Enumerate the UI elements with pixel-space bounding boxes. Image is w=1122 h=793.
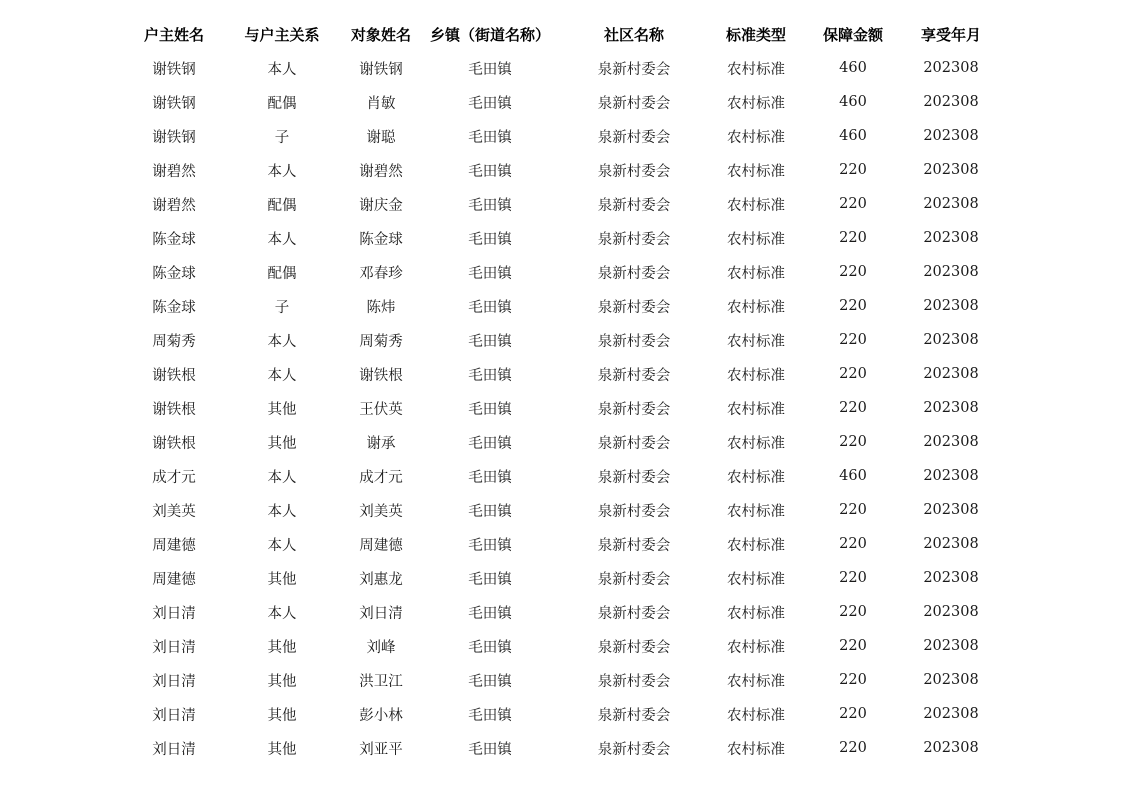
cell-household-head-name: 刘日清 (152, 707, 196, 724)
cell-month: 202308 (923, 740, 979, 756)
table-header-row (126, 17, 1000, 51)
cell-month: 202308 (923, 60, 979, 76)
table-row (126, 629, 1000, 663)
cell-month: 202308 (923, 94, 979, 110)
cell-standard-type: 农村标准 (727, 265, 785, 282)
cell-standard-type: 农村标准 (727, 639, 785, 656)
cell-community: 泉新村委会 (597, 95, 671, 112)
cell-month: 202308 (923, 128, 979, 144)
cell-beneficiary-name: 周菊秀 (359, 333, 403, 350)
table-row (126, 357, 1000, 391)
cell-beneficiary-name: 谢铁钢 (359, 61, 403, 78)
cell-relationship: 本人 (267, 605, 297, 622)
cell-township: 毛田镇 (468, 197, 512, 214)
table-row (126, 561, 1000, 595)
cell-amount: 220 (839, 672, 867, 688)
cell-township: 毛田镇 (468, 605, 512, 622)
cell-relationship: 配偶 (267, 197, 297, 214)
header-beneficiary-name: 对象姓名 (350, 25, 411, 44)
cell-amount: 220 (839, 196, 867, 212)
cell-month: 202308 (923, 196, 979, 212)
cell-standard-type: 农村标准 (727, 299, 785, 316)
cell-household-head-name: 刘日清 (152, 605, 196, 622)
cell-relationship: 其他 (267, 435, 297, 452)
cell-community: 泉新村委会 (597, 707, 671, 724)
cell-standard-type: 农村标准 (727, 707, 785, 724)
table-row (126, 85, 1000, 119)
cell-standard-type: 农村标准 (727, 605, 785, 622)
cell-relationship: 子 (274, 299, 290, 316)
cell-township: 毛田镇 (468, 95, 512, 112)
table-row (126, 153, 1000, 187)
cell-community: 泉新村委会 (597, 503, 671, 520)
cell-relationship: 其他 (267, 741, 297, 758)
cell-township: 毛田镇 (468, 537, 512, 554)
cell-standard-type: 农村标准 (727, 367, 785, 384)
cell-beneficiary-name: 谢庆金 (359, 197, 403, 214)
table-row (126, 493, 1000, 527)
cell-township: 毛田镇 (468, 673, 512, 690)
cell-month: 202308 (923, 536, 979, 552)
table-row (126, 697, 1000, 731)
cell-household-head-name: 谢铁钢 (152, 129, 196, 146)
cell-standard-type: 农村标准 (727, 435, 785, 452)
cell-month: 202308 (923, 230, 979, 246)
table-row (126, 527, 1000, 561)
cell-beneficiary-name: 刘峰 (366, 639, 396, 656)
cell-township: 毛田镇 (468, 333, 512, 350)
cell-amount: 220 (839, 298, 867, 314)
cell-community: 泉新村委会 (597, 299, 671, 316)
cell-township: 毛田镇 (468, 639, 512, 656)
cell-month: 202308 (923, 434, 979, 450)
cell-amount: 220 (839, 162, 867, 178)
table-row (126, 595, 1000, 629)
header-community: 社区名称 (603, 25, 664, 44)
cell-amount: 460 (839, 60, 867, 76)
cell-standard-type: 农村标准 (727, 571, 785, 588)
cell-month: 202308 (923, 162, 979, 178)
table-body (126, 51, 1000, 765)
cell-amount: 220 (839, 570, 867, 586)
cell-relationship: 本人 (267, 469, 297, 486)
cell-standard-type: 农村标准 (727, 469, 785, 486)
cell-community: 泉新村委会 (597, 605, 671, 622)
cell-standard-type: 农村标准 (727, 333, 785, 350)
cell-community: 泉新村委会 (597, 401, 671, 418)
cell-month: 202308 (923, 366, 979, 382)
table-row (126, 187, 1000, 221)
cell-beneficiary-name: 谢铁根 (359, 367, 403, 384)
table-row (126, 289, 1000, 323)
cell-amount: 460 (839, 94, 867, 110)
table-row (126, 119, 1000, 153)
cell-amount: 220 (839, 502, 867, 518)
cell-relationship: 本人 (267, 503, 297, 520)
cell-relationship: 其他 (267, 707, 297, 724)
cell-beneficiary-name: 陈金球 (359, 231, 403, 248)
cell-township: 毛田镇 (468, 469, 512, 486)
cell-household-head-name: 陈金球 (152, 265, 196, 282)
cell-relationship: 本人 (267, 61, 297, 78)
cell-standard-type: 农村标准 (727, 673, 785, 690)
cell-household-head-name: 成才元 (152, 469, 196, 486)
cell-amount: 460 (839, 468, 867, 484)
cell-relationship: 其他 (267, 571, 297, 588)
table-row (126, 51, 1000, 85)
header-standard-type: 标准类型 (725, 25, 786, 44)
cell-community: 泉新村委会 (597, 741, 671, 758)
cell-month: 202308 (923, 298, 979, 314)
cell-standard-type: 农村标准 (727, 401, 785, 418)
subsidy-roster-table (126, 17, 1000, 765)
cell-amount: 220 (839, 706, 867, 722)
cell-household-head-name: 周菊秀 (152, 333, 196, 350)
cell-relationship: 本人 (267, 537, 297, 554)
cell-month: 202308 (923, 332, 979, 348)
table-row (126, 255, 1000, 289)
cell-standard-type: 农村标准 (727, 741, 785, 758)
cell-month: 202308 (923, 672, 979, 688)
header-relationship: 与户主关系 (244, 25, 320, 44)
cell-community: 泉新村委会 (597, 197, 671, 214)
cell-month: 202308 (923, 706, 979, 722)
cell-township: 毛田镇 (468, 707, 512, 724)
cell-community: 泉新村委会 (597, 61, 671, 78)
cell-township: 毛田镇 (468, 299, 512, 316)
header-household-head-name: 户主姓名 (143, 25, 204, 44)
cell-relationship: 配偶 (267, 95, 297, 112)
cell-community: 泉新村委会 (597, 469, 671, 486)
cell-household-head-name: 刘美英 (152, 503, 196, 520)
cell-amount: 220 (839, 230, 867, 246)
cell-household-head-name: 周建德 (152, 537, 196, 554)
cell-community: 泉新村委会 (597, 673, 671, 690)
cell-month: 202308 (923, 604, 979, 620)
cell-beneficiary-name: 肖敏 (366, 95, 396, 112)
cell-amount: 220 (839, 264, 867, 280)
cell-amount: 220 (839, 638, 867, 654)
cell-township: 毛田镇 (468, 129, 512, 146)
cell-month: 202308 (923, 400, 979, 416)
cell-relationship: 配偶 (267, 265, 297, 282)
table-row (126, 663, 1000, 697)
cell-relationship: 其他 (267, 401, 297, 418)
cell-amount: 220 (839, 332, 867, 348)
cell-relationship: 本人 (267, 367, 297, 384)
cell-amount: 220 (839, 536, 867, 552)
cell-beneficiary-name: 谢承 (366, 435, 396, 452)
cell-beneficiary-name: 周建德 (359, 537, 403, 554)
cell-beneficiary-name: 彭小林 (359, 707, 403, 724)
cell-month: 202308 (923, 570, 979, 586)
cell-standard-type: 农村标准 (727, 537, 785, 554)
cell-standard-type: 农村标准 (727, 129, 785, 146)
cell-beneficiary-name: 谢碧然 (359, 163, 403, 180)
table-row (126, 731, 1000, 765)
cell-standard-type: 农村标准 (727, 61, 785, 78)
cell-amount: 220 (839, 740, 867, 756)
cell-household-head-name: 谢铁钢 (152, 95, 196, 112)
cell-household-head-name: 刘日清 (152, 673, 196, 690)
cell-beneficiary-name: 王伏英 (359, 401, 403, 418)
cell-beneficiary-name: 刘惠龙 (359, 571, 403, 588)
cell-household-head-name: 刘日清 (152, 741, 196, 758)
cell-beneficiary-name: 成才元 (359, 469, 403, 486)
cell-township: 毛田镇 (468, 163, 512, 180)
table-row (126, 221, 1000, 255)
cell-standard-type: 农村标准 (727, 95, 785, 112)
cell-beneficiary-name: 邓春珍 (359, 265, 403, 282)
cell-community: 泉新村委会 (597, 435, 671, 452)
cell-standard-type: 农村标准 (727, 163, 785, 180)
cell-community: 泉新村委会 (597, 639, 671, 656)
cell-household-head-name: 谢碧然 (152, 163, 196, 180)
cell-household-head-name: 谢铁根 (152, 367, 196, 384)
cell-household-head-name: 周建德 (152, 571, 196, 588)
cell-township: 毛田镇 (468, 61, 512, 78)
cell-beneficiary-name: 刘日清 (359, 605, 403, 622)
cell-standard-type: 农村标准 (727, 197, 785, 214)
cell-township: 毛田镇 (468, 265, 512, 282)
cell-community: 泉新村委会 (597, 163, 671, 180)
cell-community: 泉新村委会 (597, 129, 671, 146)
cell-relationship: 本人 (267, 333, 297, 350)
cell-township: 毛田镇 (468, 231, 512, 248)
cell-township: 毛田镇 (468, 571, 512, 588)
cell-household-head-name: 谢铁钢 (152, 61, 196, 78)
table-row (126, 323, 1000, 357)
table-row (126, 391, 1000, 425)
cell-amount: 220 (839, 400, 867, 416)
cell-amount: 220 (839, 604, 867, 620)
cell-township: 毛田镇 (468, 401, 512, 418)
cell-beneficiary-name: 陈炜 (366, 299, 396, 316)
cell-month: 202308 (923, 638, 979, 654)
cell-township: 毛田镇 (468, 435, 512, 452)
cell-community: 泉新村委会 (597, 333, 671, 350)
table-row (126, 425, 1000, 459)
cell-relationship: 子 (274, 129, 290, 146)
cell-community: 泉新村委会 (597, 367, 671, 384)
cell-amount: 220 (839, 366, 867, 382)
cell-household-head-name: 谢碧然 (152, 197, 196, 214)
header-amount: 保障金额 (822, 25, 883, 44)
cell-standard-type: 农村标准 (727, 231, 785, 248)
cell-household-head-name: 陈金球 (152, 299, 196, 316)
cell-community: 泉新村委会 (597, 537, 671, 554)
cell-relationship: 其他 (267, 673, 297, 690)
header-township: 乡镇（街道名称） (429, 25, 550, 44)
cell-beneficiary-name: 刘亚平 (359, 741, 403, 758)
cell-township: 毛田镇 (468, 503, 512, 520)
cell-amount: 460 (839, 128, 867, 144)
cell-relationship: 其他 (267, 639, 297, 656)
cell-community: 泉新村委会 (597, 571, 671, 588)
cell-household-head-name: 谢铁根 (152, 401, 196, 418)
cell-amount: 220 (839, 434, 867, 450)
cell-beneficiary-name: 洪卫江 (359, 673, 403, 690)
cell-beneficiary-name: 谢聪 (366, 129, 396, 146)
header-month: 享受年月 (920, 25, 981, 44)
cell-township: 毛田镇 (468, 741, 512, 758)
cell-household-head-name: 陈金球 (152, 231, 196, 248)
cell-beneficiary-name: 刘美英 (359, 503, 403, 520)
cell-household-head-name: 谢铁根 (152, 435, 196, 452)
cell-month: 202308 (923, 264, 979, 280)
cell-standard-type: 农村标准 (727, 503, 785, 520)
cell-relationship: 本人 (267, 231, 297, 248)
cell-household-head-name: 刘日清 (152, 639, 196, 656)
cell-community: 泉新村委会 (597, 231, 671, 248)
cell-month: 202308 (923, 502, 979, 518)
table-row (126, 459, 1000, 493)
cell-relationship: 本人 (267, 163, 297, 180)
cell-community: 泉新村委会 (597, 265, 671, 282)
cell-month: 202308 (923, 468, 979, 484)
cell-township: 毛田镇 (468, 367, 512, 384)
